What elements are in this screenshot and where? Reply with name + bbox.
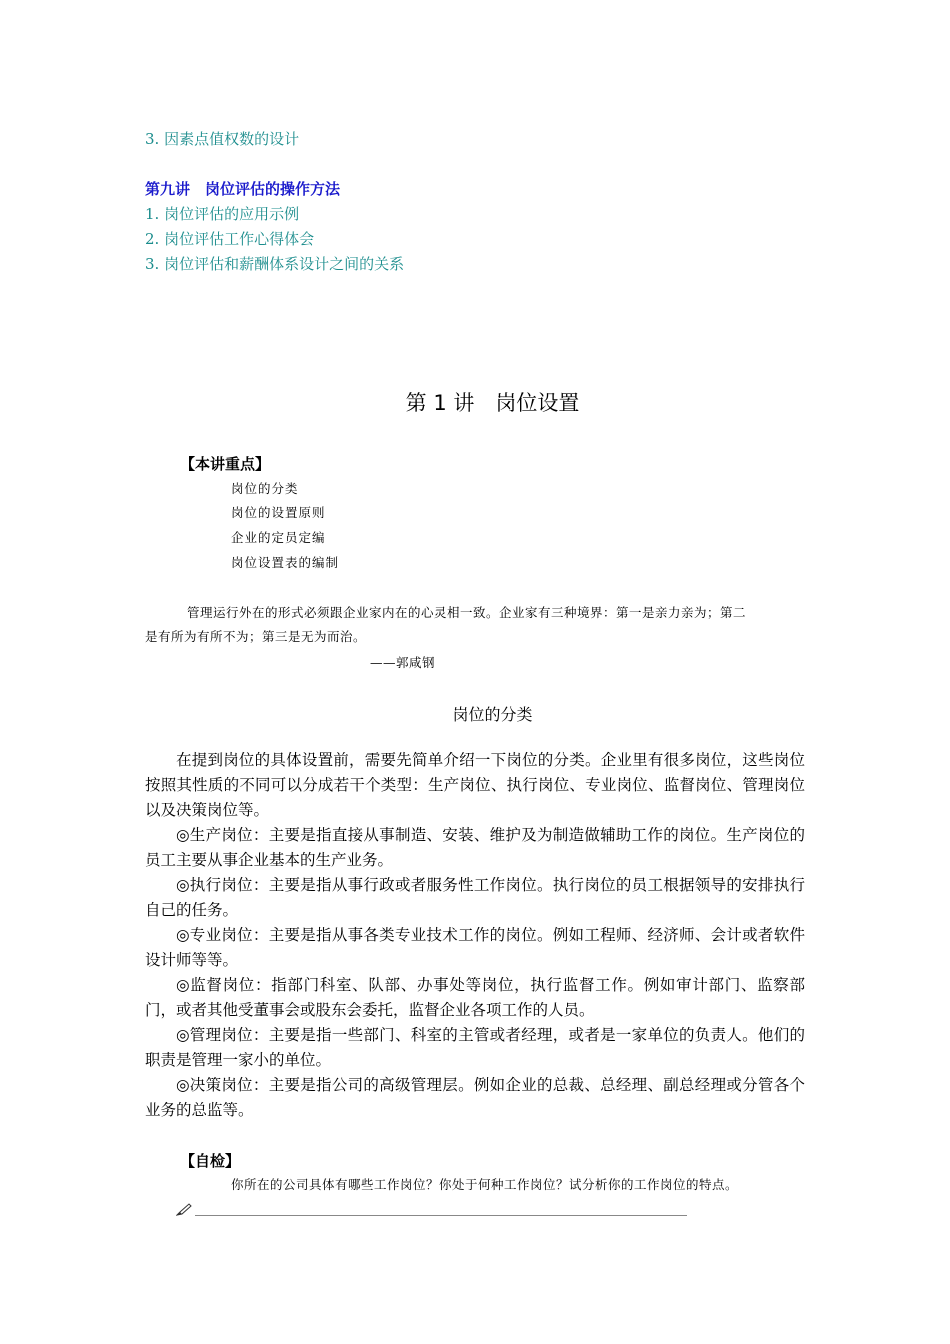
toc-lecture9-item: 1. 岗位评估的应用示例	[145, 205, 300, 223]
key-point-item: 岗位的设置原则	[231, 505, 326, 520]
self-check-label: 【自检】	[180, 1152, 241, 1170]
quote-line: 管理运行外在的形式必须跟企业家内在的心灵相一致。企业家有三种境界：第一是亲力亲为；第二	[187, 605, 747, 620]
pencil-icon	[176, 1202, 192, 1216]
body-paragraph: ◎管理岗位：主要是指一些部门、科室的主管或者经理，或者是一家单位的负责人。他们的职责是管理一家小的单位。	[145, 1026, 805, 1069]
key-points-label: 【本讲重点】	[180, 455, 271, 473]
key-point-item: 岗位的分类	[231, 481, 299, 496]
body-paragraph: 在提到岗位的具体设置前，需要先简单介绍一下岗位的分类。企业里有很多岗位，这些岗位按照其性质的不同可以分成若干个类型：生产岗位、执行岗位、专业岗位、监督岗位、管理岗位以及决策岗位等。	[145, 751, 805, 819]
toc-lecture9-item: 2. 岗位评估工作心得体会	[145, 230, 315, 248]
quote-author: ——郭咸钢	[370, 655, 436, 670]
lecture-title: 第 1 讲 岗位设置	[405, 391, 580, 415]
toc-lecture9-item: 3. 岗位评估和薪酬体系设计之间的关系	[145, 255, 405, 273]
key-point-item: 岗位设置表的编制	[231, 555, 340, 570]
body-paragraph: ◎监督岗位：指部门科室、队部、办事处等岗位，执行监督工作。例如审计部门、监察部门，或者其他受董事会或股东会委托，监督企业各项工作的人员。	[145, 976, 805, 1019]
answer-line[interactable]	[195, 1215, 687, 1216]
body-paragraph: ◎决策岗位：主要是指公司的高级管理层。例如企业的总裁、总经理、副总经理或分管各个业务的总监等。	[145, 1076, 805, 1119]
section-title: 岗位的分类	[452, 705, 533, 724]
body-paragraph: ◎专业岗位：主要是指从事各类专业技术工作的岗位。例如工程师、经济师、会计或者软件设计师等等。	[145, 926, 805, 969]
body-paragraph: ◎执行岗位：主要是指从事行政或者服务性工作岗位。执行岗位的员工根据领导的安排执行自己的任务。	[145, 876, 805, 919]
toc-item-prev: 3. 因素点值权数的设计	[145, 130, 300, 148]
self-check-question: 你所在的公司具体有哪些工作岗位？你处于何种工作岗位？试分析你的工作岗位的特点。	[231, 1177, 739, 1192]
toc-lecture9-title: 第九讲 岗位评估的操作方法	[145, 180, 341, 198]
body-paragraph: ◎生产岗位：主要是指直接从事制造、安装、维护及为制造做辅助工作的岗位。生产岗位的员工主要从事企业基本的生产业务。	[145, 826, 805, 869]
section-body	[145, 748, 805, 1123]
key-point-item: 企业的定员定编	[231, 530, 326, 545]
quote-line: 是有所为有所不为；第三是无为而治。	[145, 629, 367, 644]
